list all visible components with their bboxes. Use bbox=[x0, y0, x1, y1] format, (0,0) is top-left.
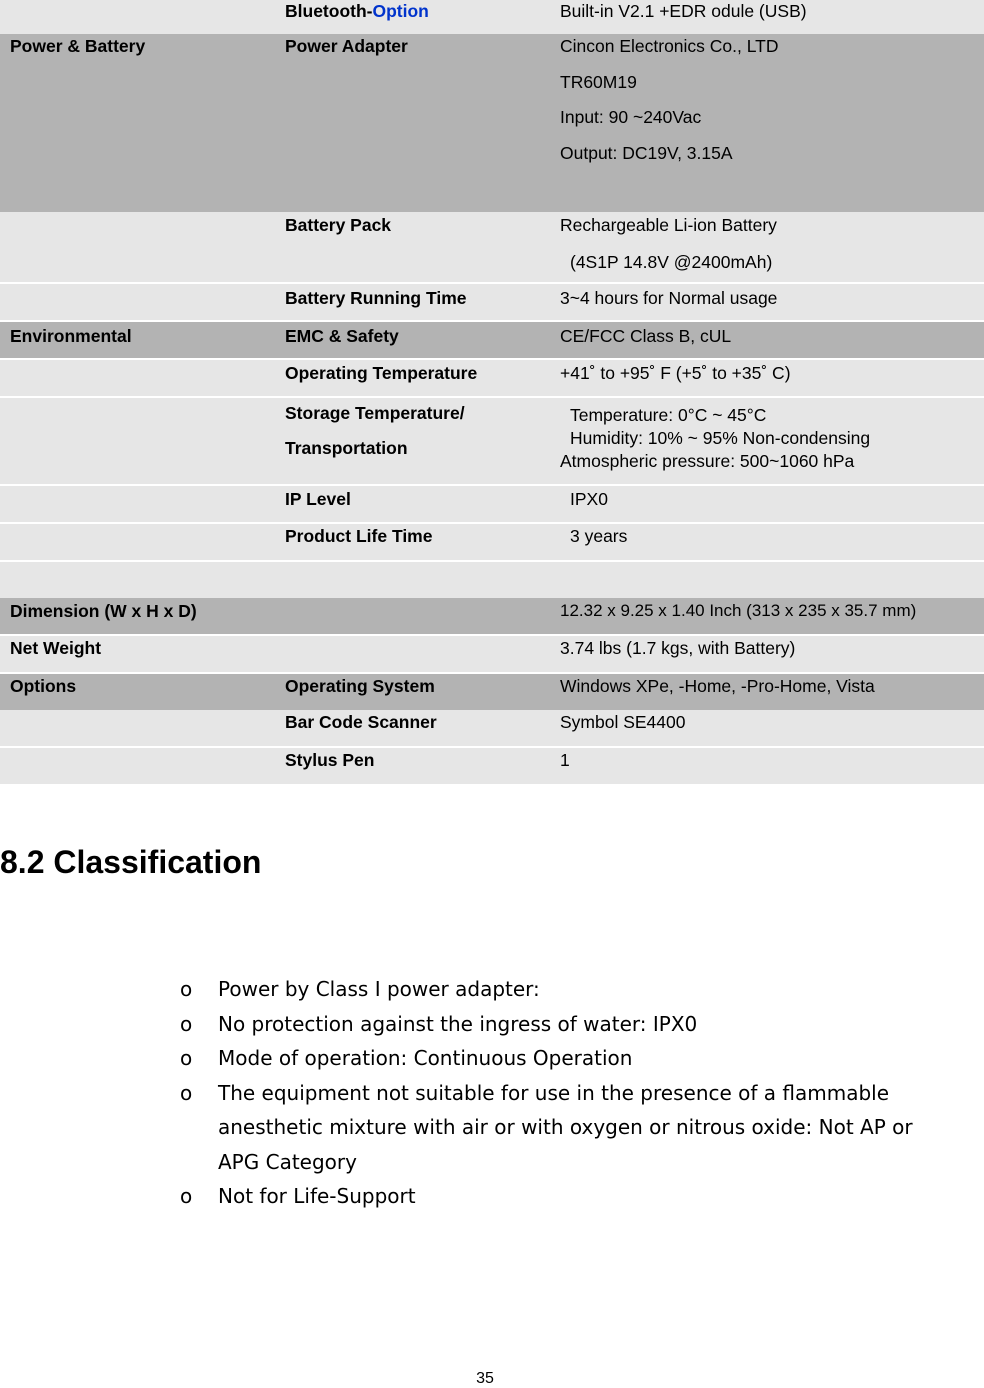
table-row-stylus-pen bbox=[0, 748, 984, 784]
power-adapter-line: Output: DC19V, 3.15A bbox=[560, 143, 733, 163]
emc-safety-value: CE/FCC Class B, cUL bbox=[560, 326, 732, 346]
dimension-label: Dimension (W x H x D) bbox=[10, 601, 197, 621]
table-row-bluetooth bbox=[0, 0, 984, 34]
bar-code-scanner-value: Symbol SE4400 bbox=[560, 712, 686, 732]
battery-pack-line: Rechargeable Li-ion Battery bbox=[560, 215, 777, 235]
battery-running-time-value: 3~4 hours for Normal usage bbox=[560, 288, 778, 308]
operating-system-label: Operating System bbox=[285, 676, 435, 696]
table-row-emc-safety bbox=[0, 322, 984, 358]
list-item bbox=[180, 1007, 960, 1042]
circle-bullet-icon: o bbox=[180, 1080, 193, 1105]
circle-bullet-icon: o bbox=[180, 977, 193, 1001]
table-row-product-life-time bbox=[0, 524, 984, 560]
emc-safety-label: EMC & Safety bbox=[285, 326, 399, 346]
ip-level-label: IP Level bbox=[285, 489, 351, 509]
table-row-dimension bbox=[0, 598, 984, 634]
bar-code-scanner-label: Bar Code Scanner bbox=[285, 712, 437, 732]
list-item-text: Power by Class I power adapter: bbox=[218, 977, 540, 1001]
list-item-text: Not for Life-Support bbox=[218, 1184, 416, 1208]
battery-pack-label: Battery Pack bbox=[285, 215, 392, 235]
circle-bullet-icon: o bbox=[180, 1011, 193, 1036]
circle-bullet-icon: o bbox=[180, 1046, 193, 1070]
dimension-value: 12.32 x 9.25 x 1.40 Inch (313 x 235 x 35.7 mm) bbox=[560, 601, 917, 620]
category-environmental: Environmental bbox=[10, 326, 132, 346]
table-row-operating-system bbox=[0, 674, 984, 710]
category-options: Options bbox=[10, 676, 77, 696]
operating-system-value: Windows XPe, -Home, -Pro-Home, Vista bbox=[560, 676, 875, 696]
table-row-power-adapter bbox=[0, 34, 984, 212]
storage-temperature-label-line2: Transportation bbox=[285, 438, 408, 458]
storage-temperature-line: Humidity: 10% ~ 95% Non-condensing bbox=[570, 428, 871, 448]
storage-temperature-line: Temperature: 0°C ~ 45°C bbox=[570, 405, 767, 425]
battery-pack-line: (4S1P 14.8V @2400mAh) bbox=[570, 252, 773, 272]
bluetooth-label-prefix: Bluetooth- bbox=[285, 1, 373, 21]
page-number: 35 bbox=[476, 1370, 494, 1387]
section-heading: 8.2 Classification bbox=[0, 844, 262, 880]
table-row-empty bbox=[0, 562, 984, 598]
net-weight-label: Net Weight bbox=[10, 638, 102, 658]
operating-temperature-label: Operating Temperature bbox=[285, 363, 478, 383]
power-adapter-label: Power Adapter bbox=[285, 36, 408, 56]
power-adapter-line: TR60M19 bbox=[560, 72, 637, 92]
table-row-battery-running-time bbox=[0, 284, 984, 320]
list-item bbox=[180, 1041, 960, 1076]
storage-temperature-label-line1: Storage Temperature/ bbox=[285, 403, 465, 423]
classification-list bbox=[180, 972, 960, 1214]
bluetooth-label-option: Option bbox=[372, 1, 429, 21]
table-row-ip-level bbox=[0, 486, 984, 522]
list-item-text: The equipment not suitable for use in the presence of a flammable anesthetic mixture with air or with oxygen or nitrous oxide: Not AP or APG Category bbox=[218, 1080, 913, 1174]
list-item bbox=[180, 1076, 960, 1180]
category-power-battery: Power & Battery bbox=[10, 36, 146, 56]
list-item-text: Mode of operation: Continuous Operation bbox=[218, 1046, 633, 1070]
operating-temperature-value: +41˚ to +95˚ F (+5˚ to +35˚ C) bbox=[560, 363, 791, 383]
product-life-time-value: 3 years bbox=[570, 526, 628, 546]
table-row-battery-pack bbox=[0, 212, 984, 282]
list-item-text: No protection against the ingress of water: IPX0 bbox=[218, 1011, 698, 1036]
battery-running-time-label: Battery Running Time bbox=[285, 288, 467, 308]
list-item bbox=[180, 1179, 960, 1214]
product-life-time-label: Product Life Time bbox=[285, 526, 433, 546]
storage-temperature-line: Atmospheric pressure: 500~1060 hPa bbox=[560, 451, 855, 471]
table-row-net-weight bbox=[0, 636, 984, 672]
stylus-pen-value: 1 bbox=[560, 750, 570, 770]
power-adapter-line: Input: 90 ~240Vac bbox=[560, 107, 702, 127]
list-item bbox=[180, 972, 960, 1007]
circle-bullet-icon: o bbox=[180, 1184, 193, 1208]
table-row-operating-temperature bbox=[0, 360, 984, 396]
ip-level-value: IPX0 bbox=[570, 489, 608, 509]
net-weight-value: 3.74 lbs (1.7 kgs, with Battery) bbox=[560, 638, 796, 658]
table-row-bar-code-scanner bbox=[0, 710, 984, 746]
power-adapter-line: Cincon Electronics Co., LTD bbox=[560, 36, 779, 56]
bluetooth-value: Built-in V2.1 +EDR odule (USB) bbox=[560, 1, 807, 21]
bluetooth-label bbox=[285, 0, 429, 22]
stylus-pen-label: Stylus Pen bbox=[285, 750, 375, 770]
table-row-storage-temperature bbox=[0, 398, 984, 484]
